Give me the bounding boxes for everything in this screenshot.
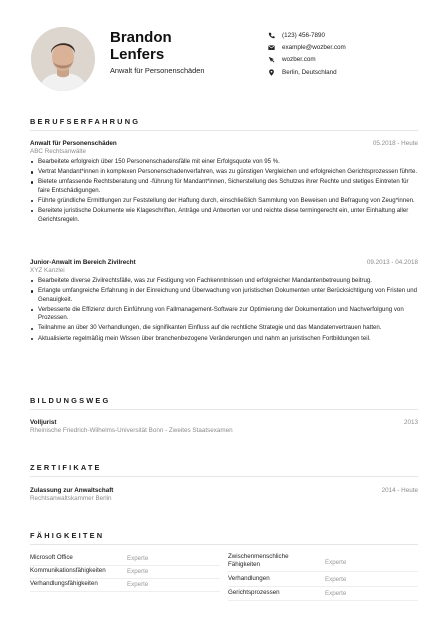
list-item: Führte gründliche Ermittlungen zur Feststellung der Haftung durch, einschließlich Sammlung von Beweisen und Befragung von Zeug*innen. <box>30 197 420 206</box>
list-item: Bereitete juristische Dokumente wie Klageschriften, Anträge und Antworten vor und reichte diese termingerecht ein, unter Einhaltung aller Gerichtsregeln. <box>30 207 420 224</box>
section-divider <box>30 544 418 545</box>
skill-level: Experte <box>127 555 149 562</box>
skill-divider <box>30 578 220 579</box>
skills-section-title: FÄHIGKEITEN <box>30 531 105 540</box>
first-name: Brandon <box>110 29 172 46</box>
skill-divider <box>228 586 418 587</box>
job-1-title: Anwalt für Personenschäden <box>30 140 117 147</box>
list-item: Aktualisierte regelmäßig mein Wissen über branchenbezogene Veränderungen und nahm an juristischen Fortbildungen teil. <box>30 335 420 344</box>
location-text: Berlin, Deutschland <box>282 68 337 76</box>
contact-email <box>268 41 346 53</box>
profile-photo <box>31 27 95 91</box>
list-item: Bearbeitete diverse Zivilrechtsfälle, was zur Festigung von Fachkenntnissen und erfolgreicher Mandantenbetreuung beitrug. <box>30 277 420 286</box>
certificates-section-title: ZERTIFIKATE <box>30 463 102 472</box>
certificate-issuer: Rechtsanwaltskammer Berlin <box>30 495 112 502</box>
experience-section-title: BERUFSERFAHRUNG <box>30 117 141 126</box>
skill-name: Verhandlungsfähigkeiten <box>30 580 98 587</box>
degree-title: Volljurist <box>30 419 57 426</box>
certificate-name: Zulassung zur Anwaltschaft <box>30 487 114 494</box>
contact-location <box>268 66 346 78</box>
job-2-title: Junior-Anwalt im Bereich Zivilrecht <box>30 259 136 266</box>
skill-divider <box>228 600 418 601</box>
section-divider <box>30 476 418 477</box>
certificate-date: 2014 - Heute <box>381 487 418 494</box>
list-item: Erlangte umfangreiche Erfahrung in der Einreichung und Überwachung von juristischen Dokumenten unter Berücksichtigung von Fristen und Genauigkeit. <box>30 287 420 304</box>
skill-divider <box>228 571 418 572</box>
skill-level: Experte <box>325 590 347 597</box>
skill-divider <box>30 591 220 592</box>
phone-text: (123) 456-7890 <box>282 31 326 39</box>
job-2-date: 09.2013 - 04.2018 <box>366 259 418 266</box>
contact-phone <box>268 29 346 41</box>
section-divider <box>30 130 418 131</box>
avatar <box>31 27 95 91</box>
skill-name: Zwischenmenschliche Fähigkeiten <box>228 553 289 569</box>
skill-level: Experte <box>325 576 347 583</box>
phone-icon <box>268 32 275 39</box>
last-name: Lenfers <box>110 46 165 63</box>
mail-icon <box>268 44 275 51</box>
candidate-name <box>110 29 172 63</box>
resume-header <box>0 0 448 100</box>
website-text: wozber.com <box>282 56 316 64</box>
job-title: Anwalt für Personenschäden <box>110 66 205 75</box>
email-text: example@wozber.com <box>282 43 346 51</box>
education-school: Rheinische Friedrich-Wilhelms-Universität Bonn - Zweites Staatsexamen <box>30 427 233 434</box>
list-item: Bietete umfassende Rechtsberatung und -führung für Mandant*innen, Sicherstellung des Schutzes ihrer Rechte und stetiges Eintreten für faire Entschädigungen. <box>30 178 420 195</box>
list-item: Vertrat Mandant*innen in komplexen Personenschadenverfahren, was zu günstigen Vergleichen und erfolgreichen Gerichtsprozessen führte. <box>30 168 420 177</box>
job-2-bullets <box>30 277 420 345</box>
job-1-date: 05.2018 - Heute <box>372 140 418 147</box>
location-pin-icon <box>268 69 275 76</box>
education-date: 2013 <box>403 419 418 426</box>
skill-level: Experte <box>127 581 149 588</box>
contact-list <box>268 29 346 78</box>
list-item: Bearbeitete erfolgreich über 150 Personenschadensfälle mit einer Erfolgsquote von 95 %. <box>30 158 420 167</box>
skill-name: Gerichtsprozessen <box>228 589 280 596</box>
skill-name: Verhandlungen <box>228 575 270 582</box>
skill-name: Kommunikationsfähigkeiten <box>30 567 106 574</box>
skill-divider <box>30 565 220 566</box>
list-item: Teilnahme an über 30 Verhandlungen, die signifikanten Einfluss auf die rechtliche Strategie und das Mandatenvertrauen hatten. <box>30 324 420 333</box>
skill-level: Experte <box>325 559 347 566</box>
list-item: Verbesserte die Effizienz durch Einführung von Fallmanagement-Software zur Optimierung der Dokumentation und Nachverfolgung von Prozessen. <box>30 306 420 323</box>
education-section-title: BILDUNGSWEG <box>30 396 111 405</box>
job-2-company: XYZ Kanzlei <box>30 267 65 274</box>
section-divider <box>30 409 418 410</box>
job-1-bullets <box>30 158 420 226</box>
contact-website <box>268 54 346 66</box>
job-1-company: ABC Rechtsanwälte <box>30 148 86 155</box>
skill-level: Experte <box>127 568 149 575</box>
link-icon <box>268 56 275 63</box>
skill-name: Microsoft Office <box>30 554 73 561</box>
